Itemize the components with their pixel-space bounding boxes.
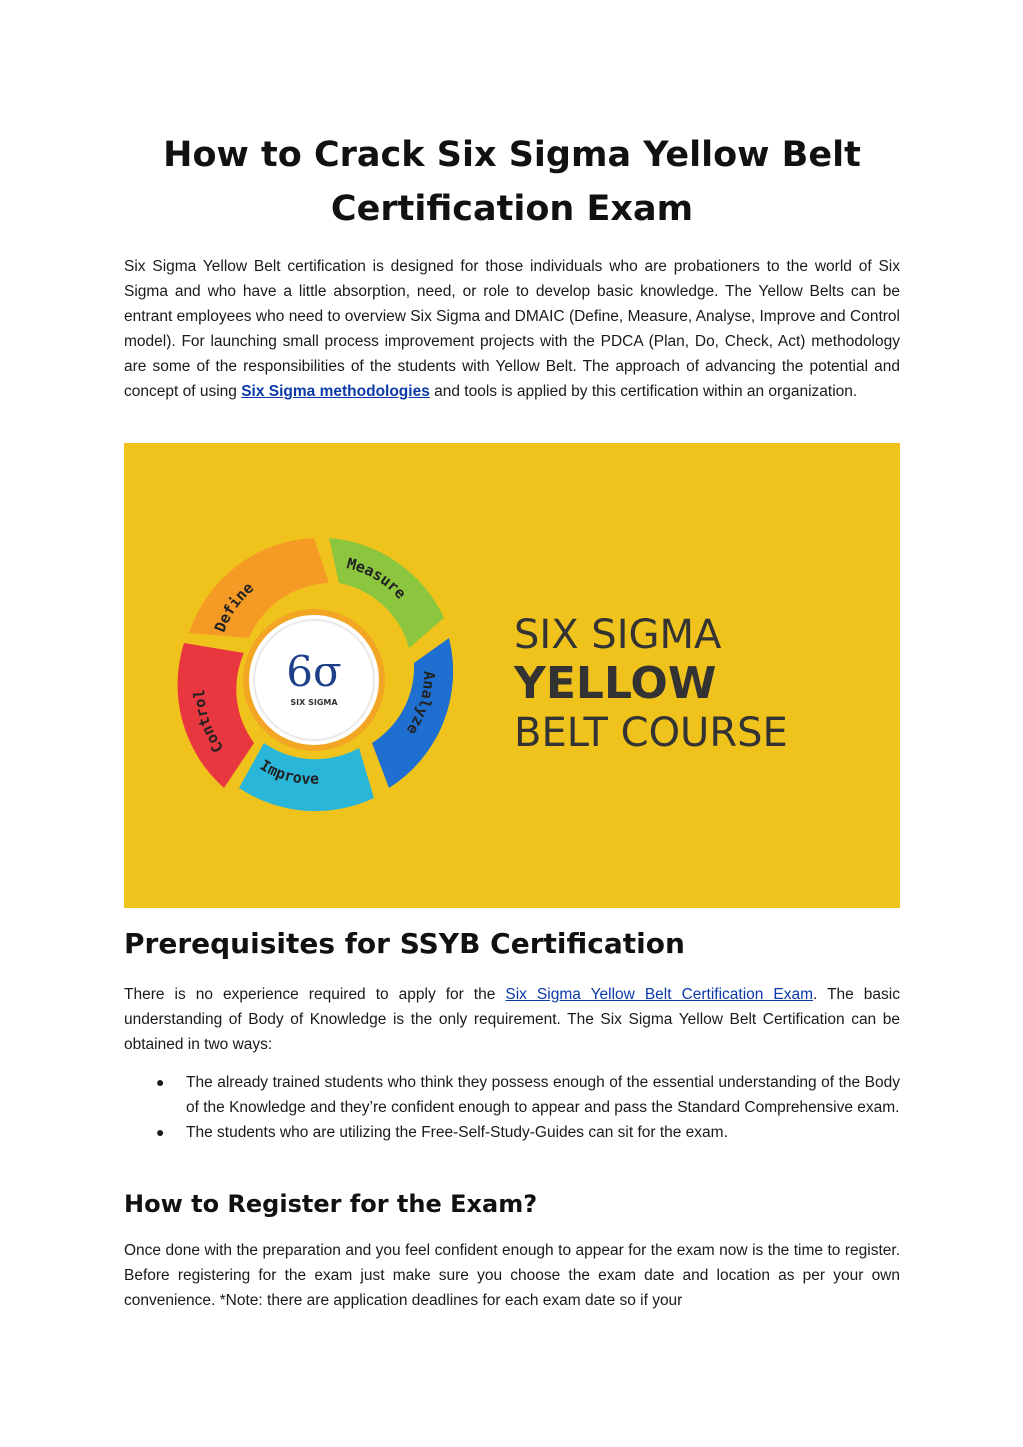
improve-label: Improve bbox=[256, 756, 320, 788]
list-item bbox=[124, 1120, 900, 1145]
prerequisites-heading: Prerequisites for SSYB Certification bbox=[124, 927, 685, 960]
analyze-label: Analyze bbox=[402, 670, 439, 739]
bullet-text: The students who are utilizing the Free-Self-Study-Guides can sit for the exam. bbox=[186, 1124, 728, 1141]
prereq-text-2: . The basic understanding of Body of Knowledge is the only requirement. The Six Sigma Yellow Belt Certification can be obtained in two ways: bbox=[124, 986, 900, 1053]
list-item bbox=[124, 1070, 900, 1120]
banner-headline bbox=[514, 611, 788, 757]
prereq-text-1: There is no experience required to apply for the bbox=[124, 986, 506, 1003]
intro-paragraph bbox=[124, 254, 900, 404]
banner-line-yellow: YELLOW bbox=[514, 658, 717, 709]
cycle-center-symbol: 6σ bbox=[286, 647, 342, 696]
page-title: How to Crack Six Sigma Yellow Belt Certification Exam bbox=[163, 135, 861, 229]
yellow-belt-banner-image bbox=[124, 443, 900, 908]
banner-line-six-sigma: SIX SIGMA bbox=[514, 612, 722, 658]
bullet-icon: ● bbox=[156, 1124, 165, 1140]
cycle-center-caption: SIX SIGMA bbox=[290, 698, 338, 707]
control-label: Control bbox=[190, 688, 228, 757]
bullet-icon: ● bbox=[156, 1074, 165, 1090]
control-segment bbox=[178, 643, 254, 788]
banner-line-belt-course: BELT COURSE bbox=[514, 710, 788, 756]
measure-label: Measure bbox=[344, 554, 410, 603]
yellow-belt-exam-link[interactable]: Six Sigma Yellow Belt Certification Exam bbox=[505, 986, 814, 1003]
register-paragraph: Once done with the preparation and you feel confident enough to appear for the exam now is the time to register. Before registering for the exam just make sure you choose the exam date and location as per your own convenience. *Note: there are application deadlines for each exam date so if your bbox=[124, 1242, 900, 1309]
prerequisites-bullet-list bbox=[124, 1070, 900, 1145]
intro-text-1: Six Sigma Yellow Belt certification is designed for those individuals who are probationers to the world of Six Sigma and who have a little absorption, need, or role to develop basic knowledge. The Yellow Belts can be entrant employees who need to overview Six Sigma and DMAIC (Define, Measure, Analyse, Improve and Control model). For launching small process improvement projects with the PDCA (Plan, Do, Check, Act) methodology are some of the responsibilities of the students with Yellow Belt. The approach of advancing the potential and concept of using bbox=[124, 258, 900, 400]
prerequisites-paragraph bbox=[124, 982, 900, 1057]
intro-text-2: and tools is applied by this certification within an organization. bbox=[429, 383, 858, 400]
define-label: Define bbox=[210, 578, 258, 635]
bullet-text: The already trained students who think they possess enough of the essential understanding of the Body of the Knowledge and they’re confident enough to appear and pass the Standard Comprehensive exam. bbox=[186, 1074, 900, 1116]
six-sigma-methodologies-link[interactable]: Six Sigma methodologies bbox=[241, 383, 430, 400]
register-heading: How to Register for the Exam? bbox=[124, 1190, 538, 1218]
